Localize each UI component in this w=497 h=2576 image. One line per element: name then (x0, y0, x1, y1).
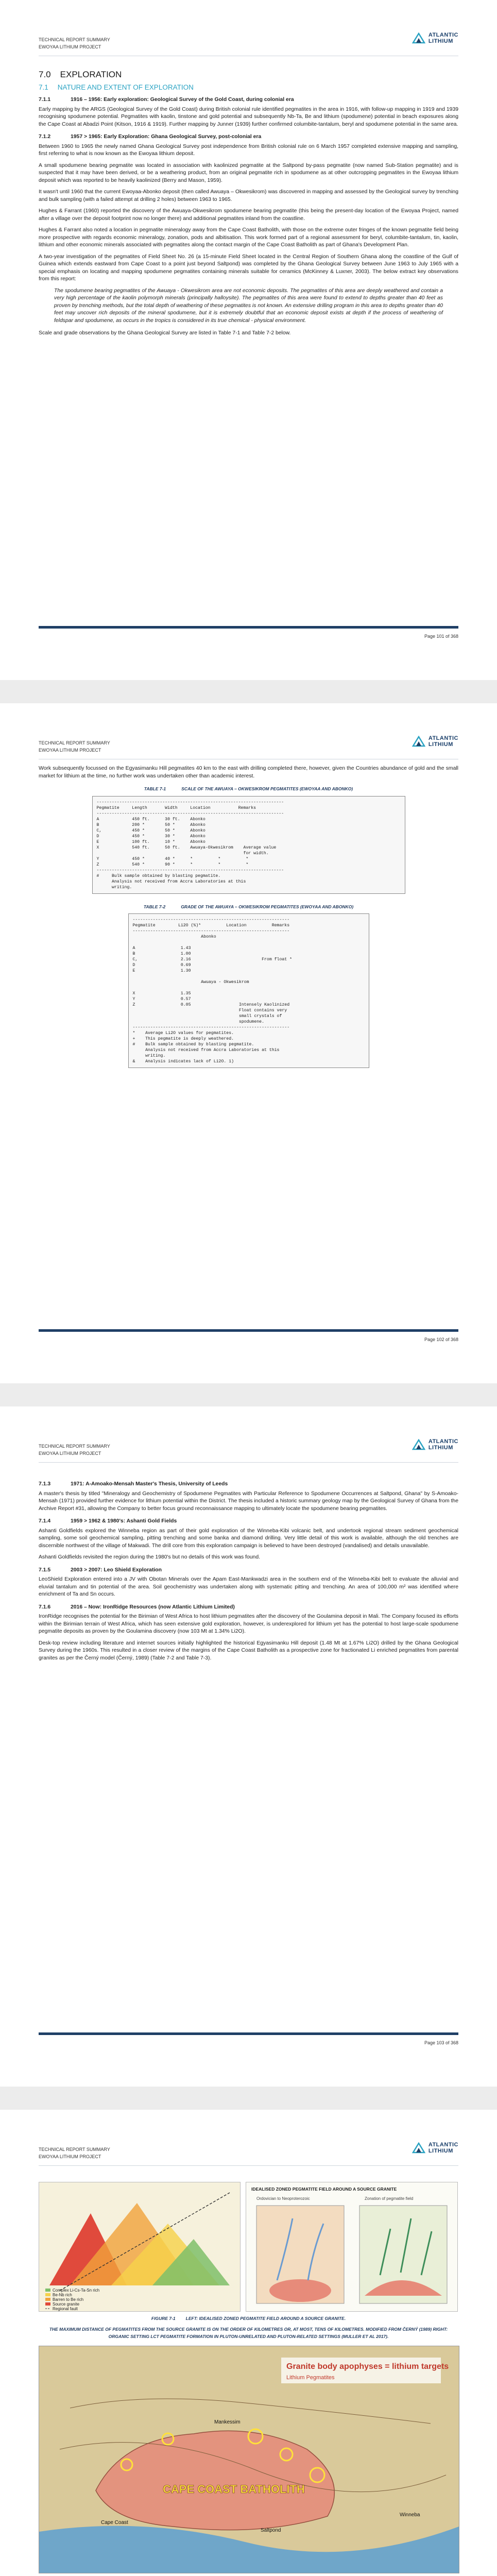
logo-text-line2: LITHIUM (428, 741, 453, 748)
page-number: Page 101 of 368 (424, 634, 458, 639)
town-label: Saltpond (261, 2527, 281, 2533)
paragraph: Desk-top review including literature and internet sources initially highlighted the historical Egyasimanku Hill deposit (1.48 Mt at 1.67% Li2O) drilled by the Ghana Geological Survey during the 1960s. This resulted in a closer review of the margins of the Cape Coast Batholith as a prospective zone for fractionated Li enriched pegmatites from parental granites as per the Černý model (Černý, 1989) (Table 7-2 and Table 7-3). (39, 1640, 458, 1661)
footer-bar (39, 2032, 458, 2035)
atlantic-logo-icon (412, 1439, 425, 1450)
paragraph: LeoShield Exploration entered into a JV with Obotan Minerals over the Apam East-Mankwadzi area in the southern end of the Winneba-Kibi belt to evaluate the alluvial and eluvial tantalum and tin potential of the area. Soil geochemistry was undertaken along with systematic pitting and trenching. An area of 100,000 m² was identified where enrichment of Ta and Sn occurs. (39, 1577, 458, 1597)
pegmatite-zonation-diagram (39, 2182, 241, 2312)
page-body (39, 765, 458, 1068)
paragraph: Between 1960 to 1965 the newly named Ghana Geological Survey post independence from British colonial rule on 6 March 1957 completed extensive mapping and sampling, first referring to what is now known as the Ewoyaa lithium deposit. (39, 143, 458, 157)
report-title: TECHNICAL REPORT SUMMARY (39, 37, 110, 42)
legend-label: Barren to Be rich (53, 2297, 84, 2302)
paragraph: Scale and grade observations by the Ghana Geological Survey are listed in Table 7-1 and Table 7-2 below. (39, 330, 291, 336)
paragraph: Ashanti Goldfields revisited the region during the 1980's but no details of this work was found. (39, 1554, 260, 1560)
project-name: EWOYAA LITHIUM PROJECT (39, 2154, 101, 2159)
logo-text-line1: ATLANTIC (428, 2142, 458, 2148)
town-label: Winneba (400, 2512, 420, 2518)
company-logo (412, 32, 458, 44)
report-page (0, 1406, 497, 2087)
geology-contact-line (70, 2399, 431, 2424)
page-number: Page 102 of 368 (424, 1337, 458, 1342)
paragraph: Hughes & Farrant (1960) reported the discovery of the Awuaya-Okwesikrom spodumene bearing pegmatite (this being the present-day location of the Ewoyaa Project, named after a village over the deposit footprint now no longer there) and additional pegmatites inland from the coastline. (39, 208, 458, 222)
cape-coast-batholith-map (39, 2346, 459, 2573)
town-label: Mankessim (214, 2419, 241, 2425)
heading-7-1-3: 7.1.3 1971: A-Amoako-Mensah Master's Thesis, University of Leeds (39, 1481, 228, 1487)
ocean-area (39, 2526, 459, 2572)
page-number: Page 103 of 368 (424, 2040, 458, 2045)
report-page (0, 2110, 497, 2576)
report-page (0, 0, 497, 680)
table-7-2-caption: TABLE 7-2 GRADE OF THE AWUAYA – OKWESIKROM PEGMATITES (EWOYAA AND ABONKO) (143, 904, 354, 909)
paragraph: A small spodumene bearing pegmatite was located in association with kaolinized pegmatite at the Saltpond by-pass pegmatite (now named Sub-Station pegmatite) and is suspected that it may have been derived, or be a weathering product, from an original pegmatite rich in spodumene as at other outcropping pegmatites in the Ewoyaa lithium deposit which was reported to be heavily kaolinized (Berry and Mason, 1959). (39, 162, 458, 183)
report-title: TECHNICAL REPORT SUMMARY (39, 1444, 110, 1449)
paragraph: A two-year investigation of the pegmatites of Field Sheet No. 26 (a 15-minute Field Sheet located in the Central Region of Southern Ghana along the coastline of the Gulf of Guinea which extends eastward from Cape Coast to a point just beyond Saltpond) was completed by the Ghana Geological Survey between June 1963 to July 1965 with a special emphasis on locating and mapping spodumene pegmatites containing minerals suitable for ceramics (McKinney & Luxner, 2003). The below extract key observations from this report: (39, 253, 458, 282)
column-label: Ordovician to Neoproterozoic (256, 2196, 310, 2201)
atlantic-logo-icon (412, 2142, 425, 2154)
paragraph: Early mapping by the ARGS (Geological Survey of the Gold Coast) during British colonial rule identified pegmatites in the area in 1916, with follow-up mapping in 1919 and 1939 recognising spodumene potential. Pegmatites with kaolin, tinstone and gold potential and subsequently Nb-Ta, Be and lithium (spodumene) potential in beach exposures along the Cape Coast at Abadzi Point (Kitson, 1916 & 1919). Further mapping by Junner (1939) further confirmed columbite-tantalum, beryl and spodumene potential in the same area. (39, 106, 458, 127)
report-title: TECHNICAL REPORT SUMMARY (39, 740, 110, 745)
town-label: Cape Coast (101, 2519, 128, 2526)
legend-swatch (45, 2298, 50, 2301)
logo-text-line2: LITHIUM (428, 38, 453, 44)
page-header (39, 739, 110, 754)
logo-text-line1: ATLANTIC (428, 32, 458, 38)
heading-7-1-1: 7.1.1 1916 – 1956: Early exploration: Geological Survey of the Gold Coast, during colonial era (39, 97, 294, 103)
heading-7-1-5: 7.1.5 2003 > 2007: Leo Shield Exploration (39, 1567, 162, 1573)
paragraph: It wasn't until 1960 that the current Ewoyaa-Abonko deposit (then called Awuaya – Okwesikrom) was discovered in mapping and assessed by the Geological survey by trenching and bulk sampling (with a failed attempt at drilling 2 holes) between 1963 to 1965. (39, 189, 458, 202)
diagram-title: IDEALISED ZONED PEGMATITE FIELD AROUND A SOURCE GRANITE (251, 2187, 397, 2192)
page-body (39, 1468, 458, 1666)
page-header (39, 2146, 110, 2160)
legend-label: Complex Li-Cs-Ta-Sn rich (53, 2288, 100, 2293)
section-heading: 7.0 EXPLORATION (39, 70, 122, 79)
column-label: Zonation of pegmatite field (365, 2196, 414, 2201)
table-7-1: -------------------------------------------------------------------------- Pegmatite Length Width Location Remarks -------------------------------------------------------------------------- A 450 ft. 30 ft. Abonko B 200 * 50 * Abonko C, 450 * 50 * Abonko D 450 * 30 * Abonko E 100 ft. 10 * Abonko X 540 ft. 50 ft. Awuaya-Okwesikrom Average value for width. Y 450 * 40 * * * * Z 540 * 90 * * * * -------------------------------------------------------------------------- # Bulk sample obtained by blasting pegmatite. Analysis not received from Accra Laboratories at this writing. (92, 796, 405, 894)
footer-bar (39, 1329, 458, 1332)
paragraph: Ashanti Goldfields explored the Winneba region as part of their gold exploration of the Winneba-Kibi volcanic belt, and undertook regional stream sediment geochemical sampling, some soil geochemical sampling, pitting trenching and some banka and diamond drilling. Very little detail of this work is available, although the old trenches are discernible northwest of the village of Makwadi. The drill core from this exploration campaign is believed to have been destroyed (vandalised) and details unavailable. (39, 1528, 458, 1549)
project-name: EWOYAA LITHIUM PROJECT (39, 748, 101, 753)
batholith-label: CAPE COAST BATHOLITH (163, 2482, 305, 2496)
company-logo (412, 2142, 458, 2154)
table-7-2: -------------------------------------------------------------- Pegmatite Li2O (%)* Location Remarks -------------------------------------------------------------- Abonko A 1.43 B 1.00 C, 2.16 From float * D 0.69 E 1.30 Awuaya - Okwesikrom X 1.35 Y 0.57 Z 0.05 Intensely Kaolinized Float contains very small crystals of spodumene. -------------------------------------------------------------- * Average Li2O values for pegmatites. + This pegmatite is deeply weathered. # Bulk sample obtained by blasting pegmatite. Analysis not received from Accra Laboratories at this writing. & Analysis indicates lack of Li2O. 1) (128, 913, 369, 1068)
logo-text-line1: ATLANTIC (428, 735, 458, 741)
page-header (39, 36, 110, 50)
lct-setting-diagram (246, 2182, 458, 2312)
paragraph: Work subsequently focussed on the Egyasimanku Hill pegmatites 40 km to the east with drilling completed there, however, given the Countries abundance of gold and the small market for lithium at the time, no further work was undertaken other than academic interest. (39, 766, 458, 779)
atlantic-logo-icon (412, 32, 425, 44)
report-page (0, 703, 497, 1383)
heading-7-1-2: 7.1.2 1957 > 1965: Early Exploration: Ghana Geological Survey, post-colonial era (39, 134, 262, 140)
table-7-1-caption: TABLE 7-1 SCALE OF THE AWUAYA – OKWESIKROM PEGMATITES (EWOYAA AND ABONKO) (144, 786, 353, 791)
paragraph: A master's thesis by titled "Mineralogy and Geochemistry of Spodumene Pegmatites with Particular Reference to Spodumene Occurrences at Saltpond, Ghana" by S-Amoako-Mensah (1971) provided further evidence for lithium potential within the District. The thesis included a historic summary geology map by the Geological Survey of Ghana from the Archive Report #31, allowing the Company to better focus ground reconnaissance mapping to ultimately locate the spodumene bearing pegmatites. (39, 1490, 458, 1512)
atlantic-logo-icon (412, 736, 425, 747)
company-logo (412, 735, 458, 748)
paragraph: Hughes & Farrant also noted a location in pegmatite mineralogy away from the Cape Coast Batholith, with those on the extreme outer fringes of the known pegmatite field being more prospective with regards economic mineralogy, zonation, pods and albitisation. This work formed part of a regional assessment for beryl, columbite-tantalum, tin, kaolin, lithium and other economic minerals associated with pegmatites along the contact margin of the Cape Coast Batholith as part of Ghana's Development Plan. (39, 227, 458, 248)
figure-7-1 (39, 2182, 458, 2312)
page-header (39, 1443, 110, 1457)
company-logo (412, 1438, 458, 1451)
legend-label: Regional fault (53, 2307, 78, 2311)
project-name: EWOYAA LITHIUM PROJECT (39, 1451, 101, 1456)
batholith-outline (96, 2431, 334, 2530)
map-subtitle: Lithium Pegmatites (286, 2374, 335, 2381)
figure-7-1-caption: FIGURE 7-1 LEFT: IDEALISED ZONED PEGMATITE FIELD AROUND A SOURCE GRANITE. (151, 2316, 346, 2321)
granite-body (269, 2279, 331, 2302)
header-divider (39, 2165, 458, 2166)
logo-text-line1: ATLANTIC (428, 1438, 458, 1445)
figure-7-1-caption-detail: THE MAXIMUM DISTANCE OF PEGMATITES FROM THE SOURCE GRANITE IS ON THE ORDER OF KILOMETRES OR, AT MOST, TENS OF KILOMETRES. MODIFIED FROM ČERNÝ (1989) RIGHT: ORGANIC SETTING LCT PEGMATITE FORMATION IN PLUTON-UNRELATED AND PLUTON-RELATED SETTINGS (MULLER ET AL 2017). (49, 2326, 448, 2339)
footer-bar (39, 626, 458, 629)
heading-7-1-6: 7.1.6 2016 – Now: IronRidge Resources (now Atlantic Lithium Limited) (39, 1604, 235, 1610)
heading-7-1-4: 7.1.4 1959 > 1962 & 1980's: Ashanti Gold Fields (39, 1518, 177, 1524)
legend-swatch (45, 2289, 50, 2292)
logo-text-line2: LITHIUM (428, 1445, 453, 1451)
page-body (39, 62, 458, 342)
legend-swatch (45, 2293, 50, 2296)
project-name: EWOYAA LITHIUM PROJECT (39, 44, 101, 49)
report-title: TECHNICAL REPORT SUMMARY (39, 2147, 110, 2152)
legend-label: Source granite (53, 2302, 80, 2307)
legend-swatch (45, 2302, 50, 2306)
legend-label: Be-Nb rich (53, 2293, 72, 2297)
page-body (39, 2177, 458, 2576)
header-divider (39, 1462, 458, 1463)
logo-text-line2: LITHIUM (428, 2148, 453, 2154)
paragraph: IronRidge recognises the potential for the Birimian of West Africa to host lithium pegmatites after the discovery of the Goulamina deposit in Mali. The Company focused its efforts within the Birimian terrain of West Africa, which has seen extensive gold exploration, however, is underexplored for lithium yet has the potential to host large-scale spodumene pegmatite deposits as proven by the Goulamina discovery (now 103 Mt at 1.34% Li2O). (39, 1614, 458, 1634)
block-quote: The spodumene bearing pegmatites of the Awuaya - Okwesikrom area are not economic deposits. The pegmatites of this area are deeply weathered and contain a very high percentage of the kaolin polymorph minerals (principally halloysite). The pegmatites of this area were found to extend to depths greater than 40 feet as proven by trenching methods, but the total depth of weathering of these pegmatites is not known. An extensive drilling program in this area to depths greater than 40 feet may uncover rich deposits of the mineral spodumene, but it is extremely doubtful that an economic deposit exists at depth if the process of weathering of feldspar and spodumene, as occurs in the tropics is considered in its true chemical - physical environment. (54, 287, 443, 324)
map-title: Granite body apophyses = lithium targets (286, 2362, 449, 2371)
subsection-heading: 7.1 NATURE AND EXTENT OF EXPLORATION (39, 83, 194, 91)
